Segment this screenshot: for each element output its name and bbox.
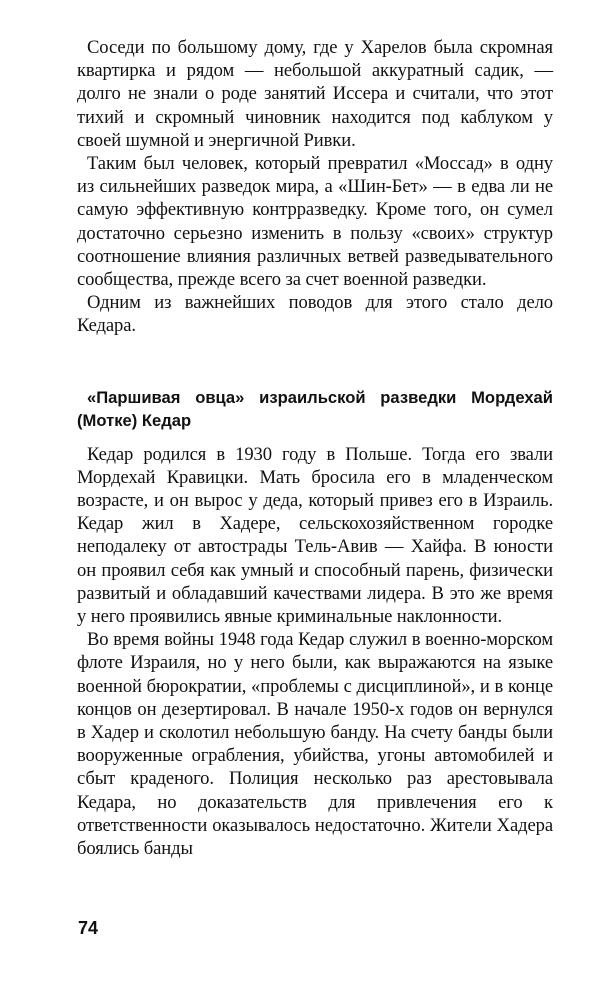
page-number: 74 bbox=[78, 918, 99, 938]
section-heading: «Паршивая овца» израильской разведки Мордехай (Мотке) Кедар bbox=[77, 387, 553, 431]
paragraph-neighbors: Соседи по большому дому, где у Харелов была скромная квартирка и рядом — небольшой аккуратный садик, — долго не знали о роде занятий Иссера и считали, что этот тихий и скромный чиновник находится под каблуком у своей шумной и энергичной Ривки. bbox=[77, 37, 553, 151]
page-body bbox=[77, 36, 553, 860]
paragraph-kedar-war: Во время войны 1948 года Кедар служил в военно-морском флоте Израиля, но у него были, как выражаются на языке военной бюрократии, «проблемы с дисциплиной», и в конце концов он дезертировал. В начале 1950-х годов он вернулся в Хадер и сколотил небольшую банду. На счету банды были вооруженные ограбления, убийства, угоны автомобилей и сбыт краденого. Полиция несколько раз арестовывала Кедара, но доказательств для привлечения его к ответственности оказывалось недостаточно. Жители Хадера боялись банды bbox=[77, 629, 553, 860]
paragraph-mossad: Таким был человек, который превратил «Моссад» в одну из сильнейших разведок мира, а «Шин-Бет» — в едва ли не самую эффективную контрразведку. Кроме того, он сумел достаточно серьезно изменить в пользу «своих» структур соотношение влияния различных ветвей разведывательного сообщества, прежде всего за счет военной разведки. bbox=[77, 153, 553, 291]
paragraph-kedar-case: Одним из важнейших поводов для этого стало дело Кедара. bbox=[77, 292, 553, 337]
paragraph-kedar-birth: Кедар родился в 1930 году в Польше. Тогда его звали Мордехай Кравицки. Мать бросила его в младенческом возрасте, и он вырос у деда, который привез его в Израиль. Кедар жил в Хадере, сельскохозяйственном городке неподалеку от автострады Тель-Авив — Хайфа. В юности он проявил себя как умный и способный парень, физически развитый и обладавший качествами лидера. В это же время у него проявились явные криминальные наклонности. bbox=[77, 443, 553, 628]
